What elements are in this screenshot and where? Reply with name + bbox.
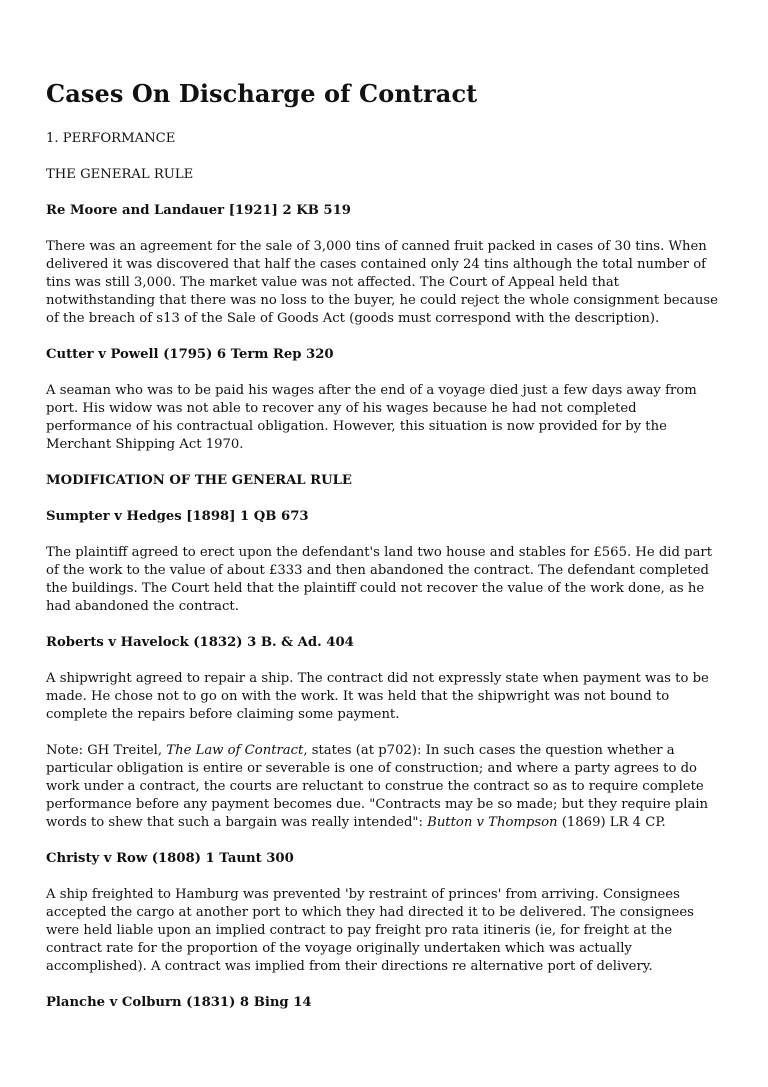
case-heading-cutter-powell: Cutter v Powell (1795) 6 Term Rep 320 [46,347,334,362]
document-page [46,78,722,1030]
note-book-title: The Law of Contract [166,743,304,758]
case-text-christy-row: A ship freighted to Hamburg was prevented 'by restraint of princes' from arriving. Consignees accepted the cargo at another port to which they had directed it to be delivered. The consignees were held liable upon an implied contract to pay freight pro rata itineris (ie, for freight at the contract rate for the proportion of the voyage originally undertaken which was actually accomplished). A contract was implied from their directions re alternative port of delivery. [46,887,694,974]
note-prefix: Note: GH Treitel, [46,743,167,758]
case-heading-planche-colburn: Planche v Colburn (1831) 8 Bing 14 [46,995,312,1010]
case-heading-sumpter-hedges: Sumpter v Hedges [1898] 1 QB 673 [46,509,309,524]
note-middle: , states (at p702): In such cases the question whether a particular obligation is entire or severable is one of construction; and where a party agrees to do work under a contract, the courts are reluctant to construe the contract so as to require complete performance before any payment becomes due. "Contracts may be so made; but they require plain words to shew that such a bargain was really intended": [46,743,709,830]
case-heading-christy-row: Christy v Row (1808) 1 Taunt 300 [46,851,294,866]
section-performance: 1. PERFORMANCE [46,131,176,146]
case-text-moore-landauer: There was an agreement for the sale of 3,000 tins of canned fruit packed in cases of 30 tins. When delivered it was discovered that half the cases contained only 24 tins although the total number of tins was still 3,000. The market value was not affected. The Court of Appeal held that notwithstanding that there was no loss to the buyer, he could reject the whole consignment because of the breach of s13 of the Sale of Goods Act (goods must correspond with the description). [46,239,718,326]
case-text-roberts-havelock: A shipwright agreed to repair a ship. The contract did not expressly state when payment was to be made. He chose not to go on with the work. It was held that the shipwright was not bound to complete the repairs before claiming some payment. [46,671,709,722]
case-text-sumpter-hedges: The plaintiff agreed to erect upon the defendant's land two house and stables for £565. He did part of the work to the value of about £333 and then abandoned the contract. The defendant completed the buildings. The Court held that the plaintiff could not recover the value of the work done, as he had abandoned the contract. [46,545,713,614]
case-heading-moore-landauer: Re Moore and Landauer [1921] 2 KB 519 [46,203,351,218]
section-general-rule: THE GENERAL RULE [46,167,194,182]
case-heading-roberts-havelock: Roberts v Havelock (1832) 3 B. & Ad. 404 [46,635,354,650]
note-suffix: (1869) LR 4 CP. [557,815,666,830]
note-case-name: Button v Thompson [427,815,558,830]
note-treitel [46,742,722,832]
document-title: Cases On Discharge of Contract [46,79,478,108]
section-modification: MODIFICATION OF THE GENERAL RULE [46,473,352,488]
case-text-cutter-powell: A seaman who was to be paid his wages after the end of a voyage died just a few days away from port. His widow was not able to recover any of his wages because he had not completed performance of his contractual obligation. However, this situation is now provided for by the Merchant Shipping Act 1970. [46,383,697,452]
